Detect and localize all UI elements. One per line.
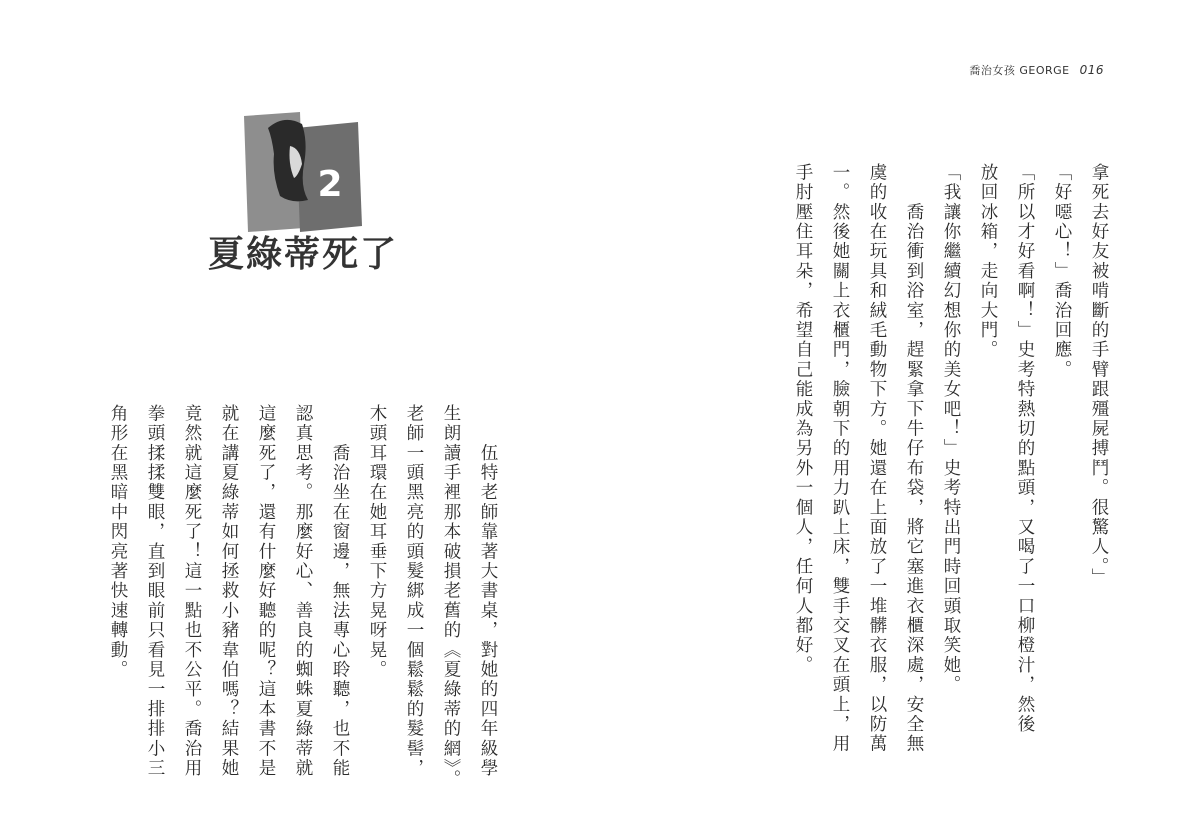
- text-line: 一。然後她關上衣櫃門，臉朝下的用力趴上床，雙手交叉在頭上，用: [830, 163, 850, 754]
- text-line: 喬治衝到浴室，趕緊拿下牛仔布袋，將它塞進衣櫃深處，安全無: [904, 163, 924, 754]
- text-line: 角形在黑暗中閃亮著快速轉動。: [108, 404, 128, 680]
- book-title: 喬治女孩 GEORGE: [969, 64, 1070, 77]
- text-line: 老師一頭黑亮的頭髮綁成一個鬆鬆的髮髻，: [404, 404, 424, 779]
- chapter-title: 夏綠蒂死了: [208, 234, 399, 275]
- left-page-body-text: [99, 404, 506, 790]
- text-line: 竟然就這麼死了！這一點也不公平。喬治用: [182, 404, 202, 779]
- text-line: 「好噁心！」喬治回應。: [1052, 163, 1072, 380]
- right-page-body-text: [784, 163, 1117, 763]
- running-header: [969, 62, 1104, 78]
- text-line: 生朗讀手裡那本破損老舊的《夏綠蒂的網》。: [441, 404, 461, 790]
- text-line: 虞的收在玩具和絨毛動物下方。她還在上面放了一堆髒衣服，以防萬: [867, 163, 887, 754]
- text-line: 「所以才好看啊！」史考特熱切的點頭，又喝了一口柳橙汁，然後: [1015, 163, 1035, 735]
- text-line: 就在講夏綠蒂如何拯救小豬韋伯嗎？結果她: [219, 404, 239, 779]
- text-line: 手肘壓住耳朵，希望自己能成為另外一個人，任何人都好。: [793, 163, 813, 676]
- chapter-number: 2: [317, 164, 343, 205]
- text-line: 放回冰箱，走向大門。: [978, 163, 998, 360]
- text-line: 「我讓你繼續幻想你的美女吧！」史考特出門時回頭取笑她。: [941, 163, 961, 695]
- text-line: 伍特老師靠著大書桌，對她的四年級學: [478, 404, 498, 779]
- text-line: 拳頭揉揉雙眼，直到眼前只看見一排排小三: [145, 404, 165, 779]
- text-line: 這麼死了，還有什麼好聽的呢？這本書不是: [256, 404, 276, 779]
- chapter-ornament-illustration: [238, 108, 368, 238]
- text-line: 木頭耳環在她耳垂下方晃呀晃。: [367, 404, 387, 680]
- text-line: 拿死去好友被啃斷的手臂跟殭屍搏鬥。很驚人。」: [1089, 163, 1109, 588]
- page-number: 016: [1079, 63, 1104, 77]
- text-line: 認真思考。那麼好心、善良的蜘蛛夏綠蒂就: [293, 404, 313, 779]
- text-line: 喬治坐在窗邊，無法專心聆聽，也不能: [330, 404, 350, 779]
